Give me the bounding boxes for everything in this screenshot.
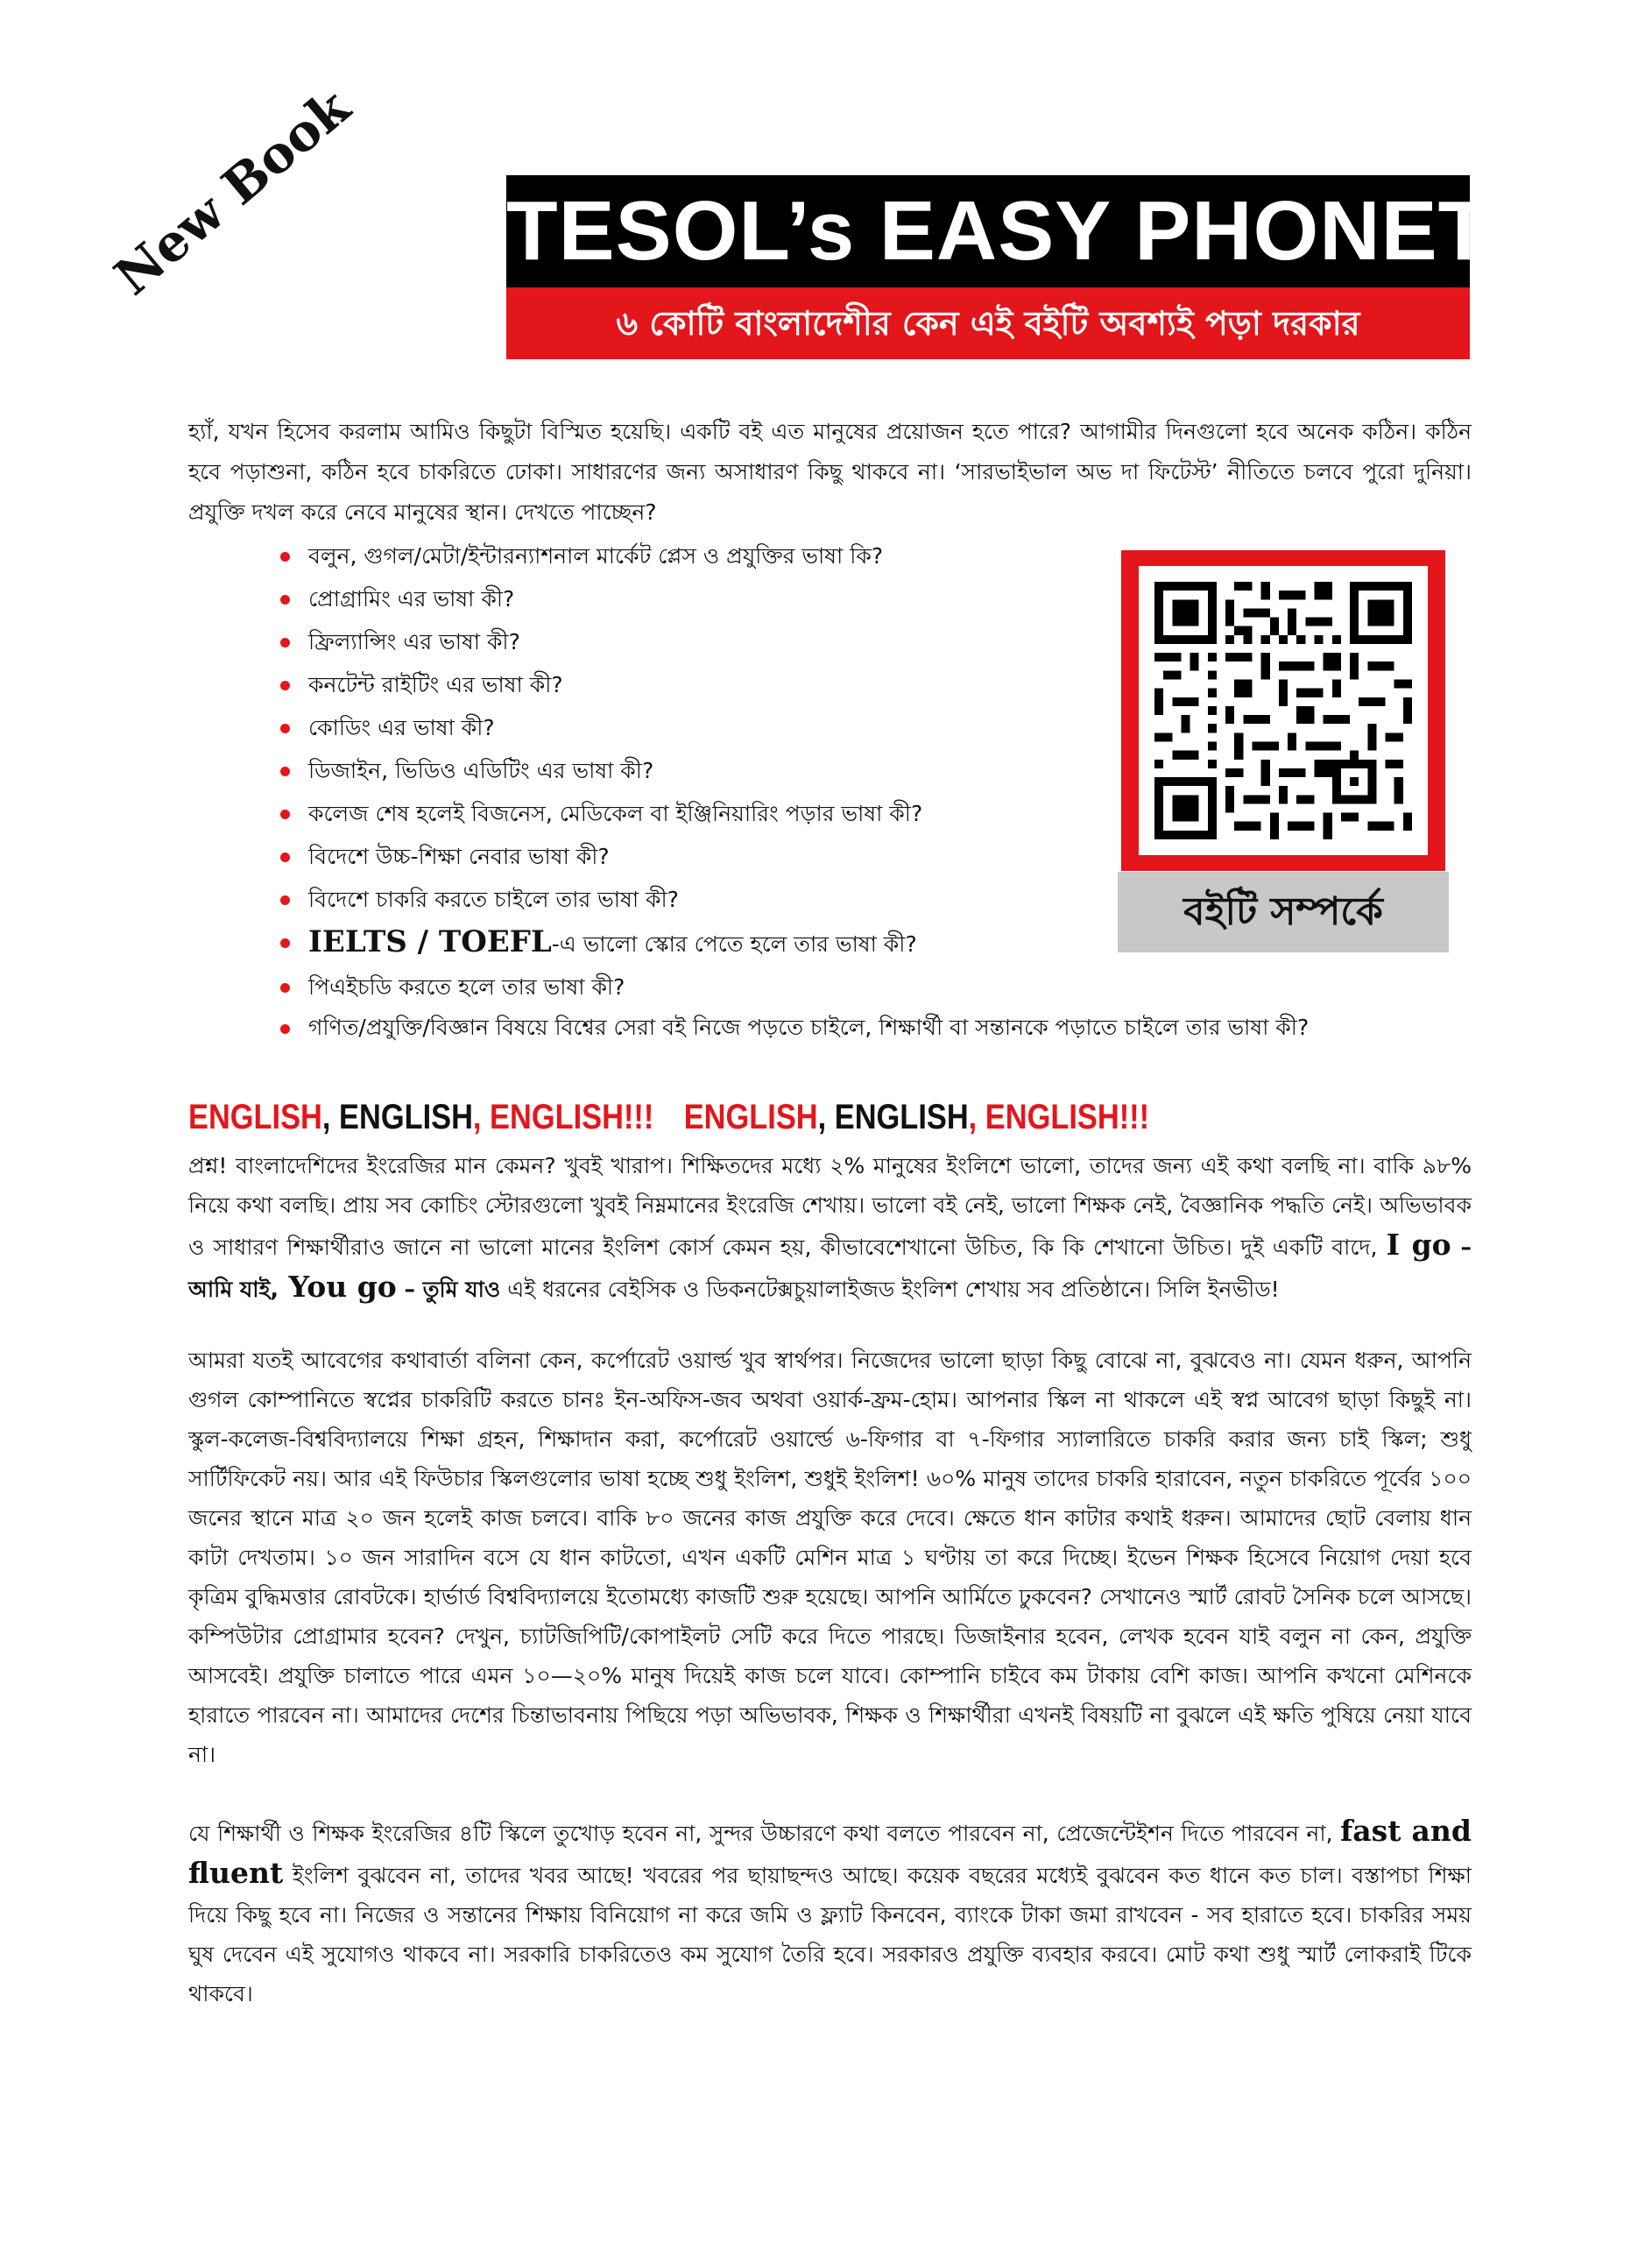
list-item: ডিজাইন, ভিডিও এডিটিং এর ভাষা কী? <box>280 749 1419 792</box>
paragraph-text: এই ধরনের বেইসিক ও ডিকনটেক্সচুয়ালাইজড ইংলিশ শেখায় সব প্রতিষ্ঠানে। সিলি ইনভীড! <box>500 1277 1280 1302</box>
slogan-word: ENGLISH <box>339 1098 473 1136</box>
example-ami-jai: আমি যাই, <box>188 1277 279 1302</box>
example-tumi-jao: তুমি যাও <box>422 1277 501 1302</box>
slogan-word: ENGLISH <box>683 1098 818 1136</box>
paragraph-text: প্রশ্ন! বাংলাদেশিদের ইংরেজির মান কেমন? খুবই খারাপ। শিক্ষিতদের মধ্যে ২% মানুষের ইংলিশে ভালো, তাদের জন্য এই কথা বলছি না। বাকি ৯৮% নিয়ে কথা বলছি। প্রায় সব কোচিং স্টোরগুলো খুবই নিম্নমানের ইংরেজি শেখায়। ভালো বই নেই, ভালো শিক্ষক নেই, বৈজ্ঞানিক পদ্ধতি নেই। অভিভাবক ও সাধারণ শিক্ষার্থীরাও জানে না ভালো মানের ইংলিশ কোর্স কেমন হয়, কীভাবেশেখানো উচিত, কি কি শেখানো উচিত। দুই একটি বাদে, <box>188 1153 1472 1260</box>
list-item: প্রোগ্রামিং এর ভাষা কী? <box>280 577 1419 620</box>
book-title: TESOL’s EASY PHONETICS <box>506 175 1470 287</box>
new-book-badge: New Book <box>103 77 362 308</box>
paragraph-english-quality <box>188 1146 1472 1309</box>
english-slogan <box>188 1093 1292 1141</box>
dash: – <box>1451 1235 1472 1260</box>
ielts-toefl-label: IELTS / TOEFL <box>308 924 552 959</box>
slogan-comma: , <box>817 1098 835 1136</box>
book-subtitle: ৬ কোটি বাংলাদেশীর কেন এই বইটি অবশ্যই পড়া দরকার <box>506 287 1470 359</box>
slogan-word: ENGLISH!!! <box>490 1098 654 1136</box>
slogan-comma: , <box>321 1098 340 1136</box>
fast-and-fluent: fast and fluent <box>188 1814 1472 1890</box>
slogan-comma: , <box>968 1098 985 1136</box>
example-you-go: You go <box>279 1270 397 1304</box>
paragraph-text: যে শিক্ষার্থী ও শিক্ষক ইংরেজির ৪টি স্কিলে তুখোড় হবেন না, সুন্দর উচ্চারণে কথা বলতে পারবেন না, প্রেজেন্টেইশন দিতে পারবেন না, <box>188 1821 1341 1846</box>
list-item: বিদেশে উচ্চ-শিক্ষা নেবার ভাষা কী? <box>280 835 1419 878</box>
qr-code-panel <box>1139 566 1428 855</box>
qr-code-frame <box>1121 550 1445 871</box>
slogan-word: ENGLISH!!! <box>985 1098 1150 1136</box>
dash: – <box>396 1277 423 1302</box>
slogan-word: ENGLISH <box>834 1098 969 1136</box>
paragraph-future-skills <box>188 1811 1472 2013</box>
slogan-word: ENGLISH <box>188 1098 322 1136</box>
list-item: কলেজ শেষ হলেই বিজনেস, মেডিকেল বা ইঞ্জিনিয়ারিং পড়ার ভাষা কী? <box>280 792 1419 835</box>
list-item: পিএইচডি করতে হলে তার ভাষা কী? <box>280 966 1419 1008</box>
qr-caption: বইটি সম্পর্কে <box>1118 872 1449 952</box>
slogan-comma: , <box>472 1098 491 1136</box>
list-item: কোডিং এর ভাষা কী? <box>280 706 1419 749</box>
example-i-go: I go <box>1386 1228 1451 1262</box>
ielts-question: -এ ভালো স্কোর পেতে হলে তার ভাষা কী? <box>551 931 917 957</box>
list-item: ফ্রিল্যান্সিং এর ভাষা কী? <box>280 620 1419 663</box>
list-item: কনটেন্ট রাইটিং এর ভাষা কী? <box>280 663 1419 706</box>
qr-code-icon[interactable] <box>1154 582 1412 839</box>
paragraph-text: ইংলিশ বুঝবেন না, তাদের খবর আছে! খবরের পর ছায়াছন্দও আছে। কয়েক বছরের মধ্যেই বুঝবেন কত ধানে কত চাল। বস্তাপচা শিক্ষা দিয়ে কিছু হবে না। নিজের ও সন্তানের শিক্ষায় বিনিয়োগ না করে জমি ও ফ্ল্যাট কিনবেন, ব্যাংকে টাকা জমা রাখবেন - সব হারাতে হবে। চাকরির সময় ঘুষ দেবেন এই সুযোগও থাকবে না। সরকারি চাকরিতেও কম সুযোগ তৈরি হবে। সরকারও প্রযুক্তি ব্যবহার করবে। মোট কথা শুধু স্মার্ট লোকরাই টিকে থাকবে। <box>188 1863 1472 2006</box>
list-item: বলুন, গুগল/মেটা/ইন্টারন্যাশনাল মার্কেট প্লেস ও প্রযুক্তির ভাষা কি? <box>280 534 1419 577</box>
paragraph-corporate-world: আমরা যতই আবেগের কথাবার্তা বলিনা কেন, কর্পোরেট ওয়ার্ল্ড খুব স্বার্থপর। নিজেদের ভালো ছাড়া কিছু বোঝে না, বুঝবেও না। যেমন ধরুন, আপনি গুগল কোম্পানিতে স্বপ্নের চাকরিটি করতে চানঃ ইন-অফিস-জব অথবা ওয়ার্ক-ফ্রম-হোম। আপনার স্কিল না থাকলে এই স্বপ্ন আবেগ ছাড়া কিছুই না। স্কুল-কলেজ-বিশ্ববিদ্যালয়ে শিক্ষা গ্রহন, শিক্ষাদান করা, কর্পোরেট ওয়ার্ল্ডে ৬-ফিগার বা ৭-ফিগার স্যালারিতে চাকরি করার জন্য চাই স্কিল; শুধু সার্টিফিকেট নয়। আর এই ফিউচার স্কিলগুলোর ভাষা হচ্ছে শুধু ইংলিশ, শুধুই ইংলিশ! ৬০% মানুষ তাদের চাকরি হারাবেন, নতুন চাকরিতে পূর্বের ১০০ জনের স্থানে মাত্র ২০ জন হলেই কাজ চলবে। বাকি ৮০ জনের কাজ প্রযুক্তি করে দেবে। ক্ষেতে ধান কাটার কথাই ধরুন। আমাদের ছোট বেলায় ধান কাটা দেখতাম। ১০ জন সারাদিন বসে যে ধান কাটতো, এখন একটি মেশিন মাত্র ১ ঘণ্টায় তা করে দিচ্ছে। ইভেন শিক্ষক হিসেবে নিয়োগ দেয়া হবে কৃত্রিম বুদ্ধিমত্তার রোবটকে। হার্ভার্ড বিশ্ববিদ্যালয়ে ইতোমধ্যে কাজটি শুরু হয়েছে। আপনি আর্মিতে ঢুকবেন? সেখানেও স্মার্ট রোবট সৈনিক চলে আসছে। কম্পিউটার প্রোগ্রামার হবেন? দেখুন, চ্যাটজিপিটি/কোপাইলট সেটি করে দিতে পারছে। ডিজাইনার হবেন, লেখক হবেন যাই বলুন না কেন, প্রযুক্তি আসবেই। প্রযুক্তি চালাতে পারে এমন ১০—২০% মানুষ দিয়েই কাজ চলে যাবে। কোম্পানি চাইবে কম টাকায় বেশি কাজ। আপনি কখনো মেশিনকে হারাতে পারবেন না। আমাদের দেশের চিন্তাভাবনায় পিছিয়ে পড়া অভিভাবক, শিক্ষক ও শিক্ষার্থীরা এখনই বিষয়টি না বুঝলে এই ক্ষতি পুষিয়ে নেয়া যাবে না। <box>188 1348 1472 1767</box>
intro-paragraph: হ্যাঁ, যখন হিসেব করলাম আমিও কিছুটা বিস্মিত হয়েছি। একটি বই এত মানুষের প্রয়োজন হতে পারে? আগামীর দিনগুলো হবে অনেক কঠিন। কঠিন হবে পড়াশুনা, কঠিন হবে চাকরিতে ঢোকা। সাধারণের জন্য অসাধারণ কিছু থাকবে না। ‘সারভাইভাল অভ দা ফিটেস্ট’ নীতিতে চলবে পুরো দুনিয়া। প্রযুক্তি দখল করে নেবে মানুষের স্থান। দেখতে পাচ্ছেন? <box>188 419 1472 525</box>
list-item: বিদেশে চাকরি করতে চাইলে তার ভাষা কী? <box>280 878 1419 921</box>
list-item: গণিত/প্রযুক্তি/বিজ্ঞান বিষয়ে বিশ্বের সেরা বই নিজে পড়তে চাইলে, শিক্ষার্থী বা সন্তানকে পড়াতে চাইলে তার ভাষা কী? <box>280 1008 1394 1047</box>
